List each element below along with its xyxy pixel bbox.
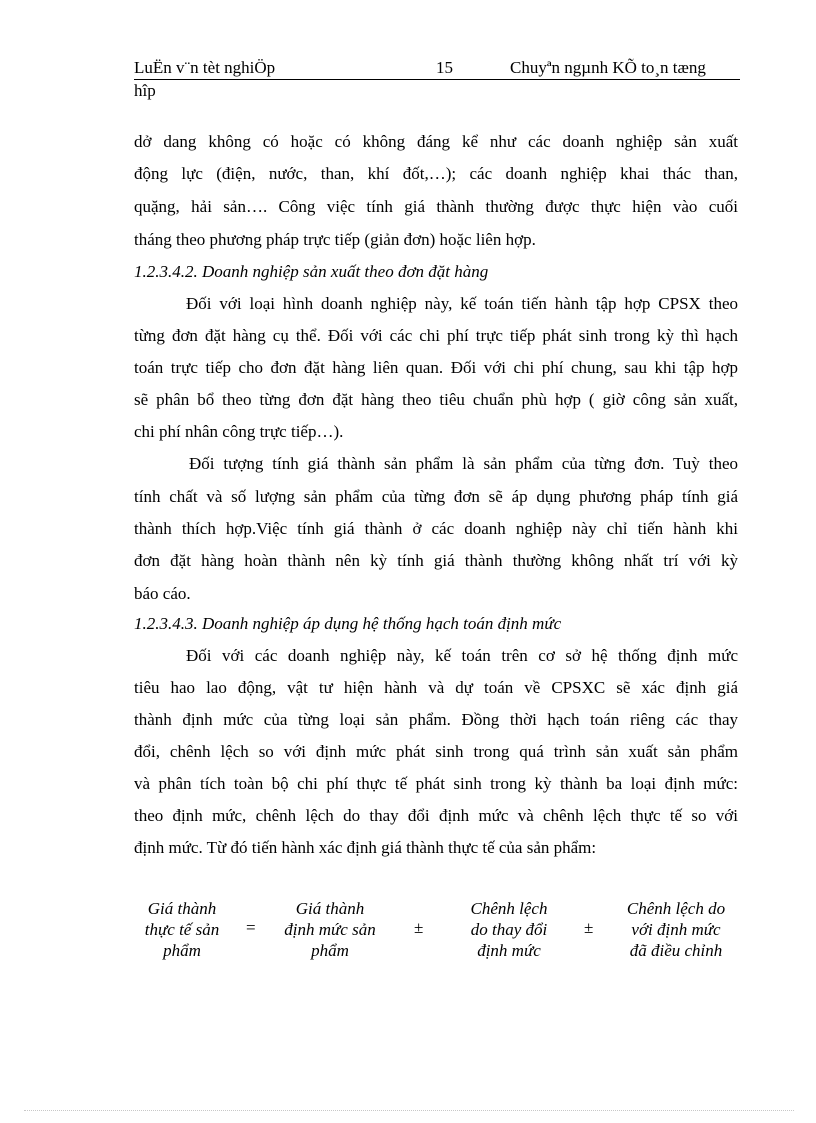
body-line: động lực (điện, nước, than, khí đốt,…); các doanh nghiệp khai thác than, — [134, 164, 738, 183]
paragraph-line: đổi, chênh lệch so với định mức phát sinh trong quá trình sản xuất sản phẩm — [134, 742, 738, 761]
paragraph-line: từng đơn đặt hàng cụ thể. Đối với các chi phí trực tiếp phát sinh trong kỳ thì hạch — [134, 326, 738, 345]
section-heading: 1.2.3.4.2. Doanh nghiệp sản xuất theo đơn đặt hàng — [134, 262, 489, 281]
formula-term-standard-cost: Giá thành định mức sản phẩm — [284, 899, 376, 960]
paragraph-line: chi phí nhân công trực tiếp…). — [134, 422, 344, 441]
body-line: dở dang không có hoặc có không đáng kể như các doanh nghiệp sản xuất — [134, 132, 738, 151]
page-number: 15 — [436, 58, 453, 77]
section-heading: 1.2.3.4.3. Doanh nghiệp áp dụng hệ thống hạch toán định mức — [134, 614, 562, 633]
paragraph-line: đơn đặt hàng hoàn thành nên kỳ tính giá thành thường không nhất trí với kỳ — [134, 551, 738, 570]
formula-plus-minus: ± — [584, 918, 594, 937]
paragraph-line: tính chất và số lượng sản phẩm của từng đơn sẽ áp dụng phương pháp tính giá — [134, 487, 738, 506]
paragraph-line: Đối với các doanh nghiệp này, kế toán trên cơ sở hệ thống định mức — [186, 646, 738, 665]
paragraph-line: và phân tích toàn bộ chi phí thực tế phát sinh trong kỳ thành ba loại định mức: — [134, 774, 738, 793]
paragraph-line: thành định mức của từng loại sản phẩm. Đồng thời hạch toán riêng các thay — [134, 710, 738, 729]
paragraph-line: tiêu hao lao động, vật tư hiện hành và dự toán về CPSXC sẽ xác định giá — [134, 678, 738, 697]
formula-term-change-difference: Chênh lệch do thay đổi định mức — [470, 899, 548, 960]
paragraph-line: Đối tượng tính giá thành sản phẩm là sản phẩm của từng đơn. Tuỳ theo — [189, 454, 738, 473]
paragraph-line: sẽ phân bổ theo từng đơn đặt hàng theo tiêu chuẩn phù hợp ( giờ công sản xuất, — [134, 390, 738, 409]
formula-term-adjusted-difference: Chênh lệch do với định mức đã điều chỉnh — [626, 899, 726, 960]
formula-plus-minus: ± — [414, 918, 424, 937]
header-title-wrap: hîp — [134, 81, 156, 100]
page-header — [134, 58, 740, 80]
header-title-left: LuËn v¨n tèt nghiÖp — [134, 58, 276, 77]
paragraph-line: thành thích hợp.Việc tính giá thành ở các doanh nghiệp này chỉ tiến hành khi — [134, 519, 738, 538]
paragraph-line: theo định mức, chênh lệch do thay đổi định mức và chênh lệch thực tế so với — [134, 806, 738, 825]
paragraph-line: báo cáo. — [134, 584, 191, 603]
body-line: quặng, hải sản…. Công việc tính giá thành thường được thực hiện vào cuối — [134, 197, 738, 216]
header-rule — [134, 79, 740, 80]
page-bottom-border — [24, 1110, 794, 1111]
body-line: tháng theo phương pháp trực tiếp (giản đơn) hoặc liên hợp. — [134, 230, 536, 249]
formula-equals: = — [246, 918, 256, 937]
header-title-right: Chuyªn ngµnh KÕ to¸n tæng — [510, 58, 706, 77]
formula-term-actual-cost: Giá thành thực tế sản phẩm — [144, 899, 220, 960]
paragraph-line: định mức. Từ đó tiến hành xác định giá thành thực tế của sản phẩm: — [134, 838, 597, 857]
paragraph-line: Đối với loại hình doanh nghiệp này, kế toán tiến hành tập hợp CPSX theo — [186, 294, 738, 313]
paragraph-line: toán trực tiếp cho đơn đặt hàng liên quan. Đối với chi phí chung, sau khi tập hợp — [134, 358, 738, 377]
